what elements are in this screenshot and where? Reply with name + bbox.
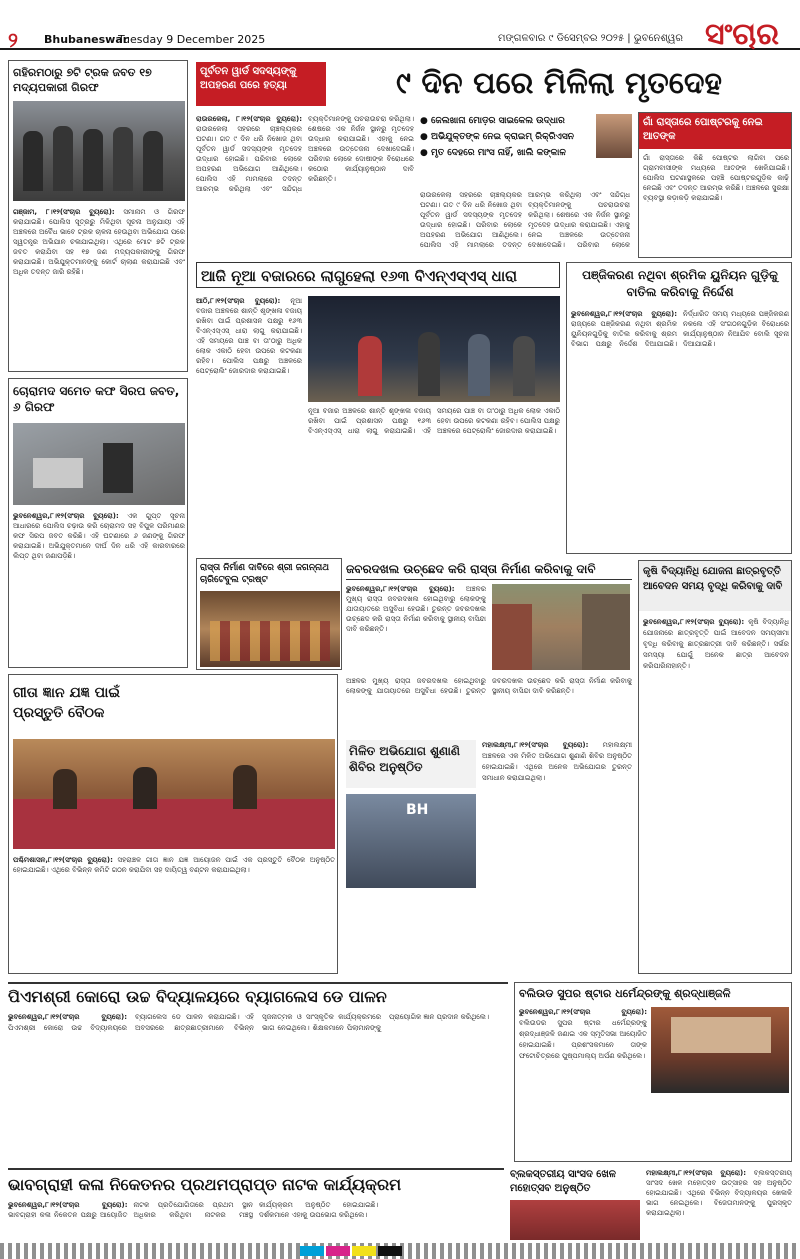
story-gita-meeting [8, 674, 338, 974]
story-road [346, 558, 632, 672]
story-camp [346, 740, 632, 974]
lead-headline: ୯ ଦିନ ପରେ ମିଳିଲା ମୃତଦେହ [396, 66, 722, 101]
sports-headline: ବ୍ଲକସ୍ତରୀୟ ସାଂସଦ ଖେଳ ମହୋତ୍ସବ ଅନୁଷ୍ଠିତ [510, 1169, 617, 1194]
story-body: ସମାନାମ ଓ ଗିରଫ କରାଯାଇଛି। ପୋଲିସ ସୂତ୍ରରୁ ମିଳିଥିବା ସୂଚନା ଅନୁଯାୟୀ ଏହି ଅଞ୍ଚଳରେ ଅବୈଧ ଭାବେ ଟ୍ରକ ଚାଳନା ହେଉଥିବା ଅଭିଯୋଗ ପରେ ସ୍ୱତନ୍ତ୍ର ଅଭିଯାନ ଚଳାଯାଇଥିଲା। ଏଥିରେ ମୋଟ ୭ଟି ଟ୍ରକ ଜବତ କରାଯିବା ସହ ୧୭ ଜଣ ମଦ୍ୟପକାରୀଙ୍କୁ ଗିରଫ କରାଯାଇଛି। ଅଭିଯୁକ୍ତମାନଙ୍କୁ କୋର୍ଟ ଚାଲାଣ କରାଯାଇଛି ଏବଂ ଅଧିକ ତଦନ୍ତ ଜାରି ରହିଛି। [13, 208, 185, 276]
story-sports [510, 1168, 792, 1240]
road-dateline: ଭୁବନେଶ୍ୱର,୮।୧୨(ସଂଚାର ବ୍ୟୁରୋ): [346, 585, 455, 593]
sports-body: ବ୍ଲକସ୍ତରୀୟ ସାଂସଦ ଖେଳ ମହୋତ୍ସବ ଉତ୍ସାହର ସହ ଅନୁଷ୍ଠିତ ହୋଇଯାଇଛି। ଏଥିରେ ବିଭିନ୍ନ ବିଦ୍ୟାଳୟର ଖେଳାଳି ଭାଗ ନେଇଥିଲେ। ବିଜେତାମାନଙ୍କୁ ପୁରସ୍କୃତ କରାଯାଇଥିଲା। [646, 1169, 792, 1217]
sports-dateline: ମହାଲକ୍ଷ୍ମୀ,୮।୧୨(ସଂଚାର ବ୍ୟୁରୋ): [646, 1169, 747, 1177]
story-union [566, 262, 792, 554]
road-headline: ଜବରଦଖଲ ଉଚ୍ଛେଦ କରି ରାସ୍ତା ନିର୍ମାଣ କରିବାକୁ ଦାବି [346, 558, 632, 580]
lead-bullets [420, 116, 590, 186]
pmshri-body: ପିଏମଶ୍ରୀ କୋରୋ ଉଚ୍ଚ ବିଦ୍ୟାଳୟରେ ବ୍ୟାଗଲେସ ଡେ ପାଳନ କରାଯାଇଛି। ଏହି ଅବସରରେ ଛାତ୍ରଛାତ୍ରୀମାନେ ବିଭିନ୍ନ ସୃଜନାତ୍ମକ ଓ ସାଂସ୍କୃତିକ କାର୍ଯ୍ୟକ୍ରମରେ ଭାଗ ନେଇଥିଲେ। ଶିକ୍ଷକମାନେ ପିଲାମାନଙ୍କୁ ପ୍ରାୟୋଗିକ ଜ୍ଞାନ ପ୍ରଦାନ କରିଥିଲେ। [8, 1013, 490, 1032]
color-bar-cyan [300, 1246, 324, 1256]
tribute-headline: ବଲିଉଡ ସୁପର ଷ୍ଟାର ଧର୍ମେନ୍ଦ୍ରଙ୍କୁ ଶ୍ରଦ୍ଧାଞ୍ଜଳି [519, 987, 731, 1000]
camp-photo [346, 794, 476, 888]
story-dateline: ଗଞ୍ଜାମ, ୮।୧୨(ସଂଚାର ବ୍ୟୁରୋ): [13, 208, 115, 216]
story-tribute [514, 982, 792, 1162]
drama-headline: ଭାବଗ୍ରାହୀ କଳା ନିକେତନର ପ୍ରଥମପ୍ରାପ୍ତ ନାଟକ କାର୍ଯ୍ୟକ୍ରମ [8, 1168, 504, 1198]
lead-body: ରାଉରକେଲା ସହରରେ ଚାଞ୍ଚଲ୍ୟକର ଘଟଣା। ଗତ ୯ ଦିନ ଧରି ନିଖୋଜ ଥିବା ପୂର୍ବତନ ୱାର୍ଡ ସଦସ୍ୟଙ୍କ ମୃତଦେହ ଉଦ୍ଧାର ହୋଇଛି। ପରିବାର ଲୋକେ ଅପହରଣ ଅଭିଯୋଗ ଆଣିଥିଲେ। ପୋଲିସ ଏହି ମାମଲାରେ ତଦନ୍ତ ଆରମ୍ଭ କରିଥିଲା ଏବଂ ସନ୍ଦିଗ୍ଧ ବ୍ୟକ୍ତିମାନଙ୍କୁ ପଚରାଉଚରା କରିଥିଲା। ଶେଷରେ ଏକ ନିର୍ଜନ ସ୍ଥାନରୁ ମୃତଦେହ ଉଦ୍ଧାର କରାଯାଇଛି। ଏହାକୁ ନେଇ ଅଞ୍ଚଳରେ ଉତ୍ତେଜନା ଦେଖାଦେଇଛି। ପରିବାର ଲୋକେ ଦୋଷୀଙ୍କ ବିରୋଧରେ କଠୋର କାର୍ଯ୍ୟାନୁଷ୍ଠାନ ଦାବି କରିଛନ୍ତି। [196, 115, 414, 193]
story-headline: ଗୀତା ଜ୍ଞାନ ଯଜ୍ଞ ପାଇଁ ପ୍ରସ୍ତୁତି ବୈଠକ [13, 685, 120, 721]
tribute-photo [651, 1007, 789, 1093]
color-bar-yellow [352, 1246, 376, 1256]
lead-bullet: ● ଅଭିଯୁକ୍ତଙ୍କ ନେଇ କ୍ରାଇମ୍ ରିକ୍ରିଏସନ [420, 132, 574, 142]
lead-kicker: ପୂର୍ବତନ ୱାର୍ଡ ସଦସ୍ୟଙ୍କୁ ଅପହରଣ ପରେ ହତ୍ୟା [196, 62, 326, 106]
krushi-dateline: ଭୁବନେଶ୍ୱର,୮।୧୨(ସଂଚାର ବ୍ୟୁରୋ): [643, 618, 745, 626]
story-dateline: ଭୁବନେଶ୍ୱର,୮।୧୨(ସଂଚାର ବ୍ୟୁରୋ): [13, 512, 119, 520]
story-dateline: ପଶ୍ଚିମଶାସନ,୮।୧୨(ସଂଚାର ବ୍ୟୁରୋ): [13, 856, 113, 864]
bns-dateline: ଆଠି,୮।୧୨(ସଂଚାର ବ୍ୟୁରୋ): [196, 297, 281, 305]
story-photo [13, 101, 185, 201]
lead-photo [596, 114, 632, 158]
newspaper-logo: ସଂଚାର [705, 17, 779, 52]
krushi-body: କୃଷି ବିଦ୍ୟାନିଧି ଯୋଜନାରେ ଛାତ୍ରବୃତ୍ତି ପାଇଁ ଆବେଦନ ସମୟସୀମା ବୃଦ୍ଧି କରିବାକୁ ଛାତ୍ରଛାତ୍ରୀ ଦାବି କରିଛନ୍ତି। ସର୍ଭର ସମସ୍ୟା ଯୋଗୁଁ ଅନେକ ଛାତ୍ର ଆବେଦନ କରିପାରିନାହାନ୍ତି। [643, 618, 789, 670]
bns-body: ନୂଆ ବଜାର ଅଞ୍ଚଳରେ ଶାନ୍ତି ଶୃଙ୍ଖଳା ବଜାୟ ରଖିବା ପାଇଁ ପ୍ରଶାସନ ପକ୍ଷରୁ ୧୬୩ ବିଏନ୍ଏସ୍ଏସ୍ ଧାରା ଲାଗୁ କରାଯାଇଛି। ଏହି ସମୟରେ ପାଞ୍ଚ ବା ତା'ଠାରୁ ଅଧିକ ଲୋକ ଏକାଠି ହେବା ଉପରେ କଟକଣା ରହିବ। ପୋଲିସ ପକ୍ଷରୁ ଅଞ୍ଚଳରେ ପେଟ୍ରୋଲିଂ ଜୋରଦାର କରାଯାଇଛି। [196, 297, 302, 375]
masthead-date-odia: ମଙ୍ଗଳବାର ୯ ଡିସେମ୍ବର ୨୦୨୫ | ଭୁବନେଶ୍ୱର [498, 33, 684, 44]
drama-body: ଭାବଗ୍ରାହୀ କଳା ନିକେତନ ପକ୍ଷରୁ ଆୟୋଜିତ ନାଟକ ପ୍ରତିଯୋଗିତାରେ ପ୍ରଥମ ସ୍ଥାନ ଅଧିକାର କରିଥିବା ନାଟକର ମଞ୍ଚସ୍ଥ କାର୍ଯ୍ୟକ୍ରମ ଅନୁଷ୍ଠିତ ହୋଇଯାଇଛି। ଦର୍ଶକମାନେ ଏହାକୁ ଉପଭୋଗ କରିଥିଲେ। [8, 1201, 379, 1219]
story-headline: ଗହିରମଠାରୁ ୭ଟି ଟ୍ରକ ଜବତ ୧୭ ମଦ୍ୟପକାରୀ ଗିରଫ [13, 66, 152, 94]
bns-headline: ଆଜି ନୂଆ ବଜାରରେ ଲାଗୁହେଲା ୧୬୩ ବିଏନ୍ଏସ୍ଏସ୍ ଧାରା [196, 262, 560, 288]
road-photo [492, 584, 630, 670]
masthead-city: Bhubaneswar [44, 33, 129, 46]
union-body: ରାଜ୍ୟରେ ପଞ୍ଜିକରଣ ନଥିବା ଶ୍ରମିକ ୟୁନିୟନଗୁଡ଼ିକୁ ବାତିଲ କରିବାକୁ ଶ୍ରମ ବିଭାଗ ପକ୍ଷରୁ ନିର୍ଦ୍ଦେଶ ଦିଆଯାଇଛି। ନିର୍ଦ୍ଧାରିତ ସମୟ ମଧ୍ୟରେ ପଞ୍ଜିକରଣ ନକଲେ ଏହି ସଂଗଠନଗୁଡ଼ିକ ବିରୋଧରେ କାର୍ଯ୍ୟାନୁଷ୍ଠାନ ନିଆଯିବ ବୋଲି ସୂଚନା ଦିଆଯାଇଛି। [571, 310, 789, 348]
trust-headline: ରାସ୍ତା ନିର୍ମାଣ ଦାବିରେ ଶ୍ରୀ ଜଗନ୍ନାଥ ଚାରିଟେବୁଲ ଟ୍ରଷ୍ଟ [200, 563, 329, 585]
story-trust [196, 558, 342, 670]
story-photo [13, 423, 185, 505]
page-number: ୨ [8, 28, 18, 52]
pmshri-headline: ପିଏମଶ୍ରୀ କୋରୋ ଉଚ୍ଚ ବିଦ୍ୟାଳୟରେ ବ୍ୟାଗଲେସ ଡେ ପାଳନ [8, 982, 508, 1008]
bns-photo [308, 296, 560, 402]
tribute-body: ବଲିଉଡର ସୁପର ଷ୍ଟାର ଧର୍ମେନ୍ଦ୍ରଙ୍କୁ ଶ୍ରଦ୍ଧାଞ୍ଜଳି ଜଣାଇ ଏକ ସ୍ମୃତିସଭା ଆୟୋଜିତ ହୋଇଯାଇଛି। ପ୍ରଶଂସକମାନେ ତାଙ୍କ ଫଟୋଚିତ୍ରରେ ପୁଷ୍ପମାଲ୍ୟ ଅର୍ପଣ କରିଥିଲେ। [519, 1019, 647, 1060]
drama-dateline: ଭୁବନେଶ୍ୱର,୮।୧୨(ସଂଚାର ବ୍ୟୁରୋ): [8, 1201, 128, 1209]
story-body: ଏକ ଗୁପ୍ତ ସୂଚନା ଆଧାରରେ ପୋଲିସ ଚଢ଼ାଉ କରି ଚୋରାମଦ ସହ ବିପୁଳ ପରିମାଣର କଫ ସିରପ ଜବତ କରିଛି। ଏହି ଘଟଣାରେ ୬ ଜଣଙ୍କୁ ଗିରଫ କରାଯାଇଛି। ଅଭିଯୁକ୍ତମାନେ ଦୀର୍ଘ ଦିନ ଧରି ଏହି କାରବାରରେ ଲିପ୍ତ ଥିବା ଜଣାପଡ଼ିଛି। [13, 512, 185, 560]
camp-body: ମହାଲକ୍ଷ୍ମୀ ଅଞ୍ଚଳରେ ଏକ ମିଳିତ ଅଭିଯୋଗ ଶୁଣାଣି ଶିବିର ଅନୁଷ୍ଠିତ ହୋଇଯାଇଛି। ଏଥିରେ ଅନେକ ଅଭିଯୋଗର ତୁରନ୍ତ ସମାଧାନ କରାଯାଇଥିଲା। [482, 741, 632, 782]
camp-headline: ମିଳିତ ଅଭିଯୋଗ ଶୁଣାଣି ଶିବିର ଅନୁଷ୍ଠିତ [346, 740, 476, 788]
union-dateline: ଭୁବନେଶ୍ୱର,୮।୧୨(ସଂଚାର ବ୍ୟୁରୋ): [571, 310, 677, 318]
sidebox-headline: ଗାଁ ରାସ୍ତାରେ ପୋଷ୍ଟରକୁ ନେଇ ଆତଙ୍କ [639, 113, 791, 149]
road-body-continued: ଅଞ୍ଚଳର ମୁଖ୍ୟ ରାସ୍ତା ଜବରଦଖଲ ହୋଇଥିବାରୁ ଲୋକଙ୍କୁ ଯାତାୟାତରେ ଅସୁବିଧା ହେଉଛି। ତୁରନ୍ତ ଜବରଦଖଲ ଉଚ୍ଛେଦ କରି ରାସ୍ତା ନିର୍ମାଣ କରିବାକୁ ସ୍ଥାନୀୟ ବାସିନ୍ଦା ଦାବି କରିଛନ୍ତି। [346, 677, 632, 695]
union-headline: ପଞ୍ଜିକରଣ ନଥିବା ଶ୍ରମିକ ୟୁନିୟନ ଗୁଡ଼ିକୁ ବାତିଲ କରିବାକୁ ନିର୍ଦ୍ଦେଶ [582, 268, 778, 299]
lead-dateline: ରାଉରକେଲା, ୮।୧୨(ସଂଚାର ବ୍ୟୁରୋ): [196, 115, 302, 123]
trust-photo [200, 591, 340, 667]
sidebox-body: ଗାଁ ରାସ୍ତାରେ କିଛି ପୋଷ୍ଟର ଲାଗିବା ପରେ ଗ୍ରାମବାସୀଙ୍କ ମଧ୍ୟରେ ଆତଙ୍କ ଖେଳିଯାଇଛି। ପୋଲିସ ଘଟଣାସ୍ଥଳରେ ପହଞ୍ଚି ପୋଷ୍ଟରଗୁଡ଼ିକ କାଢ଼ି ନେଇଛି ଏବଂ ତଦନ୍ତ ଆରମ୍ଭ କରିଛି। ଅଞ୍ଚଳରେ ସୁରକ୍ଷା ବ୍ୟବସ୍ଥା କଡ଼ାକଡ଼ି କରାଯାଇଛି। [643, 154, 789, 202]
story-krushi [638, 560, 792, 974]
color-bar-black [378, 1246, 402, 1256]
bns-body-continued: ନୂଆ ବଜାର ଅଞ୍ଚଳରେ ଶାନ୍ତି ଶୃଙ୍ଖଳା ବଜାୟ ରଖିବା ପାଇଁ ପ୍ରଶାସନ ପକ୍ଷରୁ ୧୬୩ ବିଏନ୍ଏସ୍ଏସ୍ ଧାରା ଲାଗୁ କରାଯାଇଛି। ଏହି ସମୟରେ ପାଞ୍ଚ ବା ତା'ଠାରୁ ଅଧିକ ଲୋକ ଏକାଠି ହେବା ଉପରେ କଟକଣା ରହିବ। ପୋଲିସ ପକ୍ଷରୁ ଅଞ୍ଚଳରେ ପେଟ୍ରୋଲିଂ ଜୋରଦାର କରାଯାଇଛି। [308, 407, 560, 435]
story-body: ସହରାଞ୍ଚଳ ଗୀତା ଜ୍ଞାନ ଯଜ୍ଞ ଆୟୋଜନ ପାଇଁ ଏକ ପ୍ରସ୍ତୁତି ବୈଠକ ଅନୁଷ୍ଠିତ ହୋଇଯାଇଛି। ଏଥିରେ ବିଭିନ୍ନ କମିଟି ଗଠନ କରାଯିବା ସହ ଦାୟିତ୍ୱ ବଣ୍ଟନ କରାଯାଇଥିଲା। [13, 856, 335, 874]
sports-photo [510, 1200, 640, 1240]
camp-photo-sign: BH [406, 802, 429, 818]
camp-dateline: ମହାଲକ୍ଷ୍ମୀ,୮।୧୨(ସଂଚାର ବ୍ୟୁରୋ): [482, 741, 589, 749]
lead-bullet: ● ମୃତ ଦେହରେ ମାଂସ ନାହିଁ, ଖାଲି କଙ୍କାଳ [420, 148, 566, 158]
pmshri-dateline: ଭୁବନେଶ୍ୱର,୮।୧୨(ସଂଚାର ବ୍ୟୁରୋ): [8, 1013, 127, 1021]
tribute-dateline: ଭୁବନେଶ୍ୱର,୮।୧୨(ସଂଚାର ବ୍ୟୁରୋ): [519, 1008, 647, 1016]
color-bar-magenta [326, 1246, 350, 1256]
story-truck-seized [8, 60, 188, 372]
lead-body-continued: ରାଉରକେଲା ସହରରେ ଚାଞ୍ଚଲ୍ୟକର ଘଟଣା। ଗତ ୯ ଦିନ ଧରି ନିଖୋଜ ଥିବା ପୂର୍ବତନ ୱାର୍ଡ ସଦସ୍ୟଙ୍କ ମୃତଦେହ ଉଦ୍ଧାର ହୋଇଛି। ପରିବାର ଲୋକେ ଅପହରଣ ଅଭିଯୋଗ ଆଣିଥିଲେ। ପୋଲିସ ଏହି ମାମଲାରେ ତଦନ୍ତ ଆରମ୍ଭ କରିଥିଲା ଏବଂ ସନ୍ଦିଗ୍ଧ ବ୍ୟକ୍ତିମାନଙ୍କୁ ପଚରାଉଚରା କରିଥିଲା। ଶେଷରେ ଏକ ନିର୍ଜନ ସ୍ଥାନରୁ ମୃତଦେହ ଉଦ୍ଧାର କରାଯାଇଛି। ଏହାକୁ ନେଇ ଅଞ୍ଚଳରେ ଉତ୍ତେଜନା ଦେଖାଦେଇଛି। ପରିବାର ଲୋକେ [420, 191, 630, 249]
road-body: ଅଞ୍ଚଳର ମୁଖ୍ୟ ରାସ୍ତା ଜବରଦଖଲ ହୋଇଥିବାରୁ ଲୋକଙ୍କୁ ଯାତାୟାତରେ ଅସୁବିଧା ହେଉଛି। ତୁରନ୍ତ ଜବରଦଖଲ ଉଚ୍ଛେଦ କରି ରାସ୍ତା ନିର୍ମାଣ କରିବାକୁ ସ୍ଥାନୀୟ ବାସିନ୍ଦା ଦାବି କରିଛନ୍ତି। [346, 585, 486, 633]
story-cough-syrup [8, 378, 188, 668]
lead-bullet: ● ଜେଲଖାନା ମୋଡ଼ର ସାଇକେଲ ଉଦ୍ଧାର [420, 116, 565, 126]
sidebox-village-posters [638, 112, 792, 258]
story-photo [13, 739, 335, 849]
krushi-headline: କୃଷି ବିଦ୍ୟାନିଧି ଯୋଜନା ଛାତ୍ରବୃତ୍ତି ଆବେଦନ ସମୟ ବୃଦ୍ଧି କରିବାକୁ ଦାବି [639, 561, 791, 611]
story-headline: ଚୋରାମଦ ସମେତ କଫ ସିରପ ଜବତ, ୬ ଗିରଫ [13, 384, 180, 414]
masthead-date: Tuesday 9 December 2025 [118, 33, 266, 46]
